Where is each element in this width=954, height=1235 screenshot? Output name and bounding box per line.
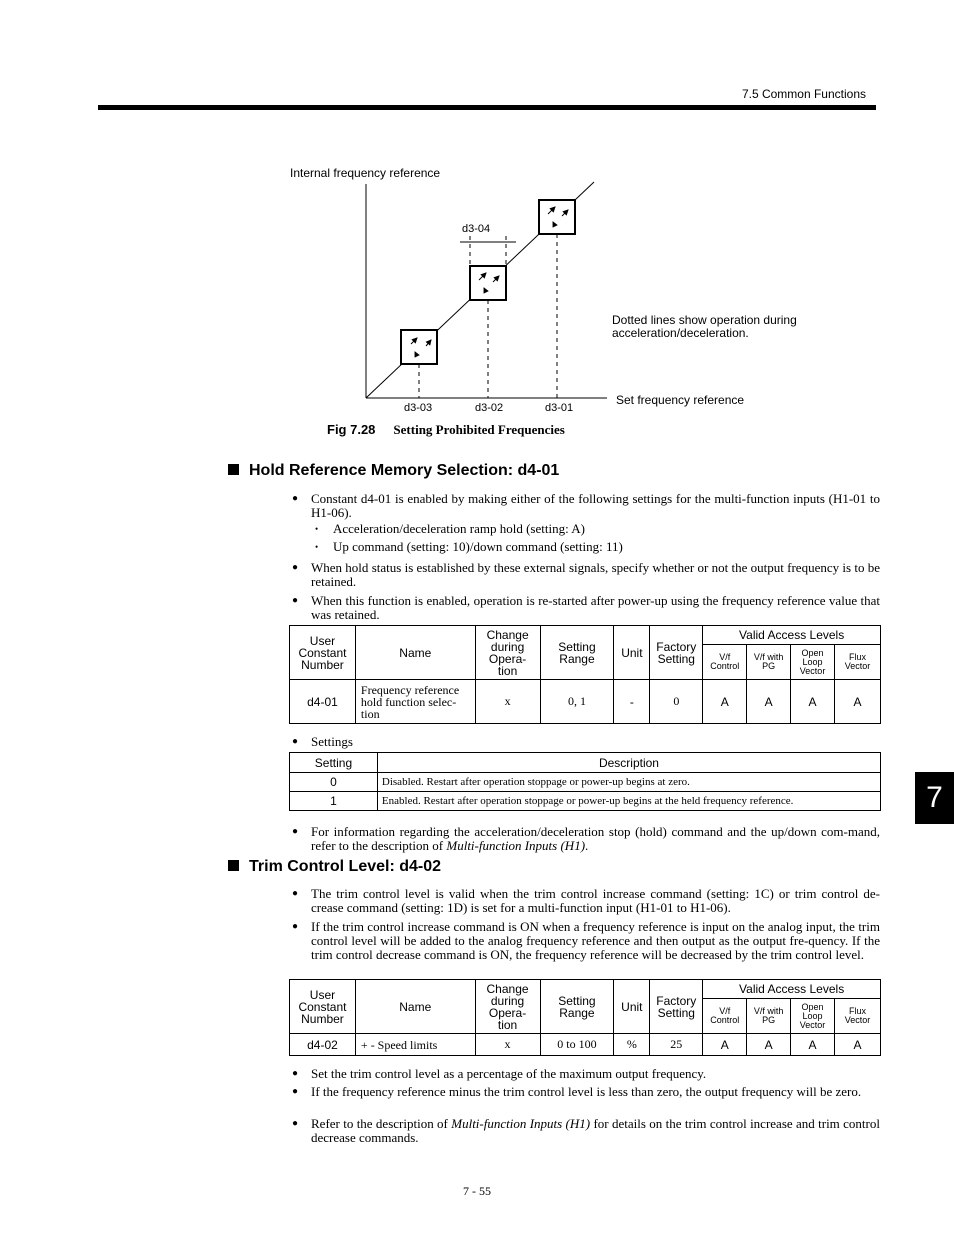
header-setting-range: Setting Range (540, 626, 614, 680)
cell-range: 0 to 100 (540, 1034, 614, 1056)
bullet-text: The trim control level is valid when the trim control increase command (setting: 1C) or trim control de-crease command (setting: 1D) is set for a multi-function input (H1-01 to H1-06). (311, 886, 880, 915)
list-item (292, 887, 880, 915)
cell-setting: 0 (290, 773, 378, 792)
cell-vf: A (703, 1034, 747, 1056)
cell-flux: A (835, 1034, 881, 1056)
cell-olv: A (791, 680, 835, 724)
cell-name: Frequency reference hold function selec-tion (355, 680, 475, 724)
chapter-tab: 7 (915, 772, 954, 824)
header-vf-control: V/f Control (703, 645, 747, 680)
header-user-constant: User Constant Number (290, 980, 356, 1034)
settings-table-d4-01 (289, 752, 881, 811)
header-open-loop-vector: Open Loop Vector (791, 645, 835, 680)
sub-list-item (315, 522, 585, 536)
heading-square-icon (228, 464, 239, 475)
cell-description: Disabled. Restart after operation stoppage or power-up begins at zero. (377, 773, 880, 792)
list-item (292, 561, 880, 589)
list-item (292, 920, 880, 962)
header-description: Description (377, 753, 880, 773)
sub-bullet-icon: • (315, 542, 319, 552)
header-valid-access-levels: Valid Access Levels (703, 980, 881, 999)
header-factory-setting: Factory Setting (650, 980, 703, 1034)
note-line-1: Dotted lines show operation during (612, 313, 797, 327)
header-vf-control: V/f Control (703, 999, 747, 1034)
bullet-text: When this function is enabled, operation is re-started after power-up using the frequency reference value that was retained. (311, 593, 880, 622)
cell-change: x (475, 680, 540, 724)
heading-text: Hold Reference Memory Selection: d4-01 (249, 462, 560, 479)
header-vf-with-pg: V/f with PG (747, 999, 791, 1034)
cell-number: d4-01 (290, 680, 356, 724)
bullet-icon: ● (292, 826, 299, 837)
list-item (292, 1117, 880, 1145)
cell-range: 0, 1 (540, 680, 614, 724)
sub-bullet-icon: • (315, 524, 319, 534)
tick-label: d3-02 (475, 402, 504, 414)
table-row (290, 792, 881, 811)
header-name: Name (355, 626, 475, 680)
header-change-during-operation: Change during Opera- tion (475, 980, 540, 1034)
bullet-icon: ● (292, 562, 299, 573)
tick-label: d3-01 (545, 402, 574, 414)
cell-number: d4-02 (290, 1034, 356, 1056)
cell-setting: 1 (290, 792, 378, 811)
header-setting: Setting (290, 753, 378, 773)
cell-flux: A (835, 680, 881, 724)
gap-label: d3-04 (462, 223, 491, 235)
cell-change: x (475, 1034, 540, 1056)
header-vf-with-pg: V/f with PG (747, 645, 791, 680)
bullet-text: For information regarding the acceleration/deceleration stop (hold) command and the up/down com-mand, refer to the description of Multi-function Inputs (H1). (311, 824, 880, 853)
cell-vfpg: A (747, 680, 791, 724)
bullet-icon: ● (292, 921, 299, 932)
bullet-text: Refer to the description of Multi-function Inputs (H1) for details on the trim control increase and trim control decrease commands. (311, 1116, 880, 1145)
cell-factory: 25 (650, 1034, 703, 1056)
header-flux-vector: Flux Vector (835, 999, 881, 1034)
cell-vfpg: A (747, 1034, 791, 1056)
bullet-icon: ● (292, 595, 299, 606)
header-rule (98, 105, 876, 110)
prohibited-frequency-diagram (280, 160, 840, 420)
heading-square-icon (228, 860, 239, 871)
cell-unit: - (614, 680, 650, 724)
parameter-table-d4-02 (289, 979, 881, 1056)
list-item (292, 492, 880, 520)
table-row (290, 773, 881, 792)
list-item (292, 1067, 880, 1081)
bullet-text: Constant d4-01 is enabled by making either of the following settings for the multi-function inputs (H1-01 to H1-06). (311, 491, 880, 520)
sub-list-item (315, 540, 623, 554)
x-axis-label: Set frequency reference (616, 393, 745, 407)
note-line-2: acceleration/deceleration. (612, 326, 749, 340)
figure-caption (327, 422, 565, 438)
list-item (292, 735, 880, 749)
list-item (292, 825, 880, 853)
sub-bullet-text: Up command (setting: 10)/down command (setting: 11) (333, 539, 623, 554)
header-factory-setting: Factory Setting (650, 626, 703, 680)
bullet-icon: ● (292, 1068, 299, 1079)
header-unit: Unit (614, 980, 650, 1034)
cell-factory: 0 (650, 680, 703, 724)
figure-number: Fig 7.28 (327, 422, 376, 437)
section-heading-d4-01 (228, 462, 559, 480)
page-number: 7 - 55 (463, 1184, 491, 1198)
y-axis-label: Internal frequency reference (290, 166, 441, 180)
bullet-icon: ● (292, 888, 299, 899)
parameter-table-d4-01 (289, 625, 881, 724)
prohibited-band-d3-02 (470, 266, 506, 300)
header-valid-access-levels: Valid Access Levels (703, 626, 881, 645)
prohibited-band-d3-01 (539, 200, 575, 234)
sub-bullet-text: Acceleration/deceleration ramp hold (setting: A) (333, 521, 585, 536)
bullet-text: If the trim control increase command is ON when a frequency reference is input on the analog input, the trim control level will be added to the analog frequency reference and then output as the output fre-quency. If the trim control decrease command is ON, the frequency reference will be decreased by the trim control level. (311, 919, 880, 962)
header-unit: Unit (614, 626, 650, 680)
section-heading-d4-02 (228, 858, 441, 876)
cell-description: Enabled. Restart after operation stoppage or power-up begins at the held frequency reference. (377, 792, 880, 811)
bullet-icon: ● (292, 1086, 299, 1097)
header-user-constant: User Constant Number (290, 626, 356, 680)
bullet-text: Set the trim control level as a percentage of the maximum output frequency. (311, 1066, 707, 1081)
bullet-text: If the frequency reference minus the trim control level is less than zero, the output frequency will be zero. (311, 1084, 862, 1099)
cell-vf: A (703, 680, 747, 724)
header-open-loop-vector: Open Loop Vector (791, 999, 835, 1034)
table-row (290, 1034, 881, 1056)
header-name: Name (355, 980, 475, 1034)
cell-unit: % (614, 1034, 650, 1056)
bullet-text: Settings (311, 734, 353, 749)
bullet-icon: ● (292, 1118, 299, 1129)
header-flux-vector: Flux Vector (835, 645, 881, 680)
heading-text: Trim Control Level: d4-02 (249, 858, 442, 875)
header-setting-range: Setting Range (540, 980, 614, 1034)
prohibited-band-d3-03 (401, 330, 437, 364)
table-row (290, 680, 881, 724)
header-change-during-operation: Change during Opera- tion (475, 626, 540, 680)
bullet-icon: ● (292, 736, 299, 747)
bullet-text: When hold status is established by these external signals, specify whether or not the output frequency is to be retained. (311, 560, 880, 589)
bullet-icon: ● (292, 493, 299, 504)
dotted-guides (419, 234, 557, 398)
cell-olv: A (791, 1034, 835, 1056)
list-item (292, 594, 880, 622)
cell-name: + - Speed limits (355, 1034, 475, 1056)
figure-title: Setting Prohibited Frequencies (393, 422, 565, 437)
tick-label: d3-03 (404, 402, 433, 414)
list-item (292, 1085, 880, 1099)
running-header: 7.5 Common Functions (741, 87, 866, 101)
